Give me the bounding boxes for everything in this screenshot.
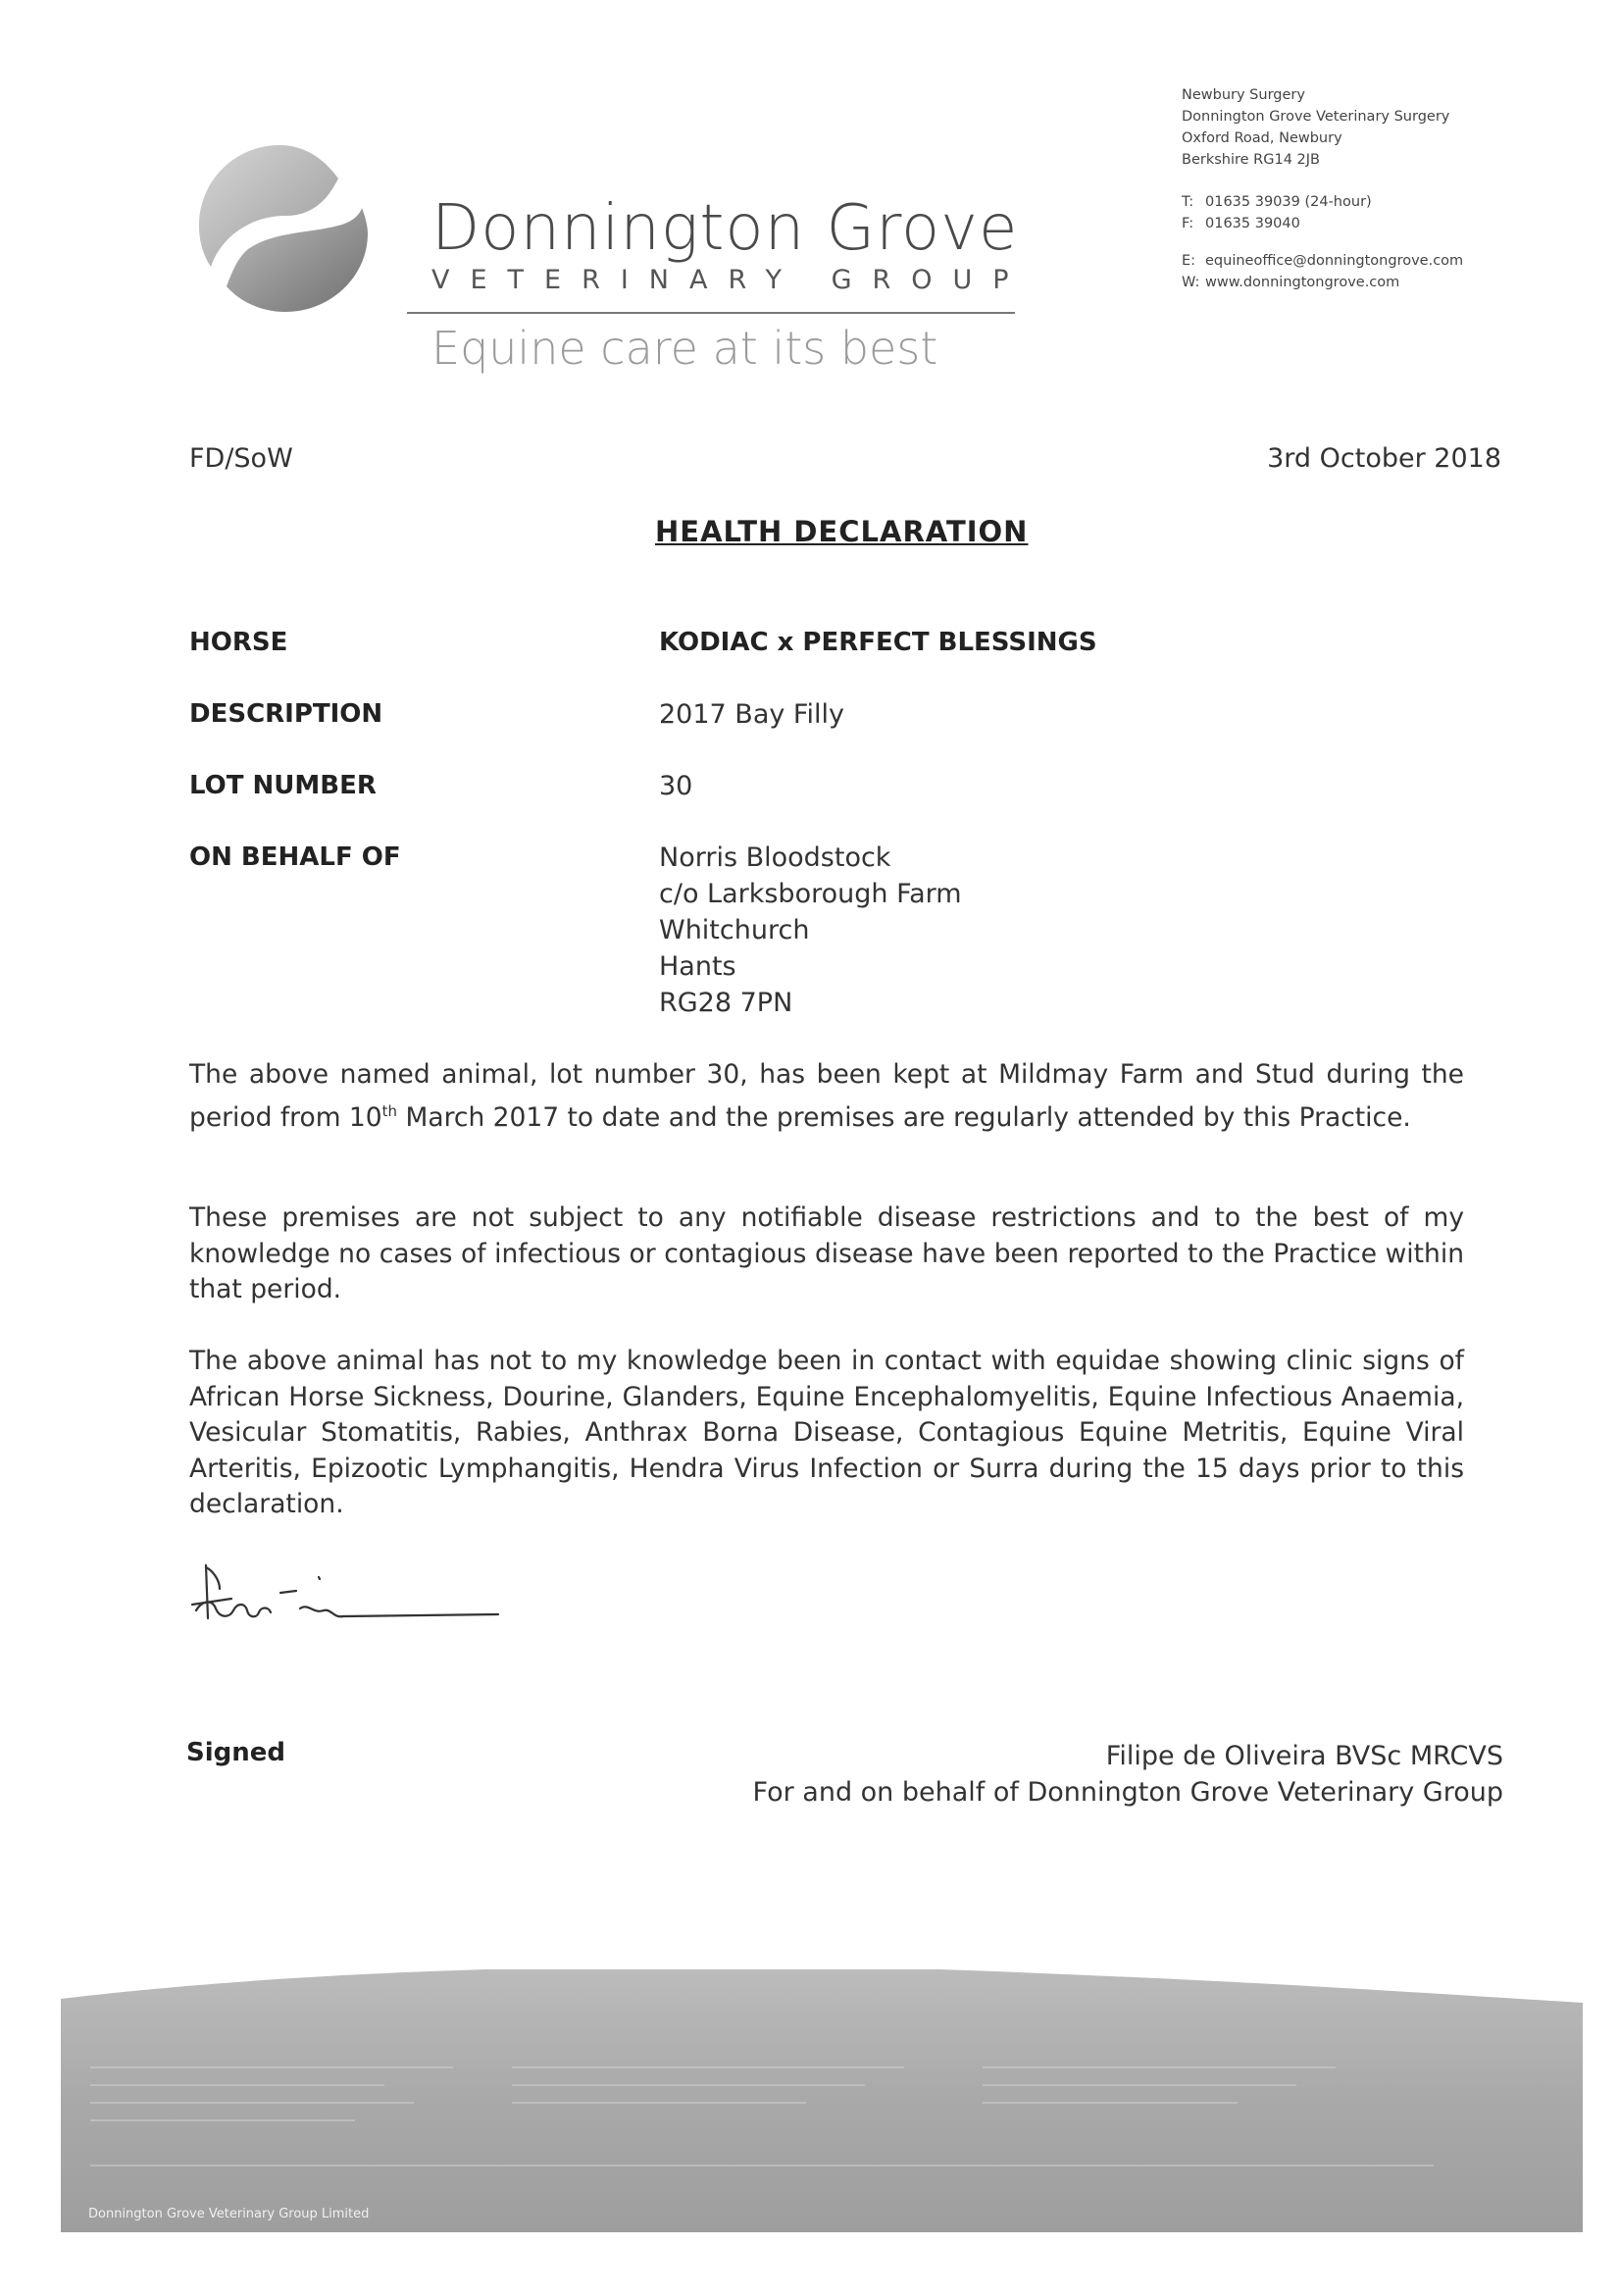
- brand-divider: [407, 312, 1015, 314]
- behalf-line: Whitchurch: [659, 915, 810, 945]
- horse-label: HORSE: [189, 628, 288, 657]
- email-row: [1182, 250, 1463, 272]
- behalf-line: Hants: [659, 951, 736, 982]
- brand-name: Donnington Grove: [431, 192, 1019, 265]
- telephone-label: T:: [1182, 194, 1194, 210]
- logo-icon: [191, 139, 368, 316]
- address-line: Donnington Grove Veterinary Surgery: [1182, 109, 1450, 125]
- web-value: www.donningtongrove.com: [1205, 275, 1400, 290]
- fax-row: [1182, 213, 1463, 234]
- brand-subtitle: VETERINARY GROUP: [431, 265, 1030, 295]
- web-label: W:: [1182, 275, 1200, 290]
- paragraph-keeping: [189, 1057, 1464, 1136]
- horse-value: KODIAC x PERFECT BLESSINGS: [659, 628, 1097, 657]
- web-row: [1182, 272, 1463, 293]
- signer-block: [753, 1738, 1503, 1811]
- lot-number-label: LOT NUMBER: [189, 771, 377, 800]
- behalf-line: RG28 7PN: [659, 988, 793, 1018]
- surgery-address: [1182, 84, 1449, 171]
- email-value: equineoffice@donningtongrove.com: [1205, 253, 1464, 269]
- paragraph-contact: The above animal has not to my knowledge been in contact with equidae showing clinic signs of African Horse Sickness, Dourine, Glanders, Equine Encephalomyelitis, Equine Infectious Anaemia, Vesicular Stomatitis, Rabies, Anthrax Borna Disease, Contagious Equine Metritis, Equine Viral Arteritis, Epizootic Lymphangitis, Hendra Virus Infection or Surra during the 15 days prior to this declaration.: [189, 1346, 1464, 1519]
- signature-icon: [186, 1559, 510, 1667]
- fax-label: F:: [1182, 216, 1194, 231]
- letter-date: 3rd October 2018: [1267, 443, 1501, 474]
- signed-label: Signed: [186, 1738, 286, 1767]
- reference: FD/SoW: [189, 443, 293, 474]
- fax-value: 01635 39040: [1205, 216, 1300, 231]
- signer-name: Filipe de Oliveira BVSc MRCVS: [1105, 1741, 1503, 1771]
- signer-organisation: For and on behalf of Donnington Grove Veterinary Group: [752, 1777, 1503, 1808]
- on-behalf-of-address: [659, 840, 962, 1021]
- description-label: DESCRIPTION: [189, 699, 383, 729]
- page-title: HEALTH DECLARATION: [655, 515, 1029, 548]
- on-behalf-of-label: ON BEHALF OF: [189, 842, 401, 872]
- description-value: 2017 Bay Filly: [659, 699, 844, 730]
- behalf-line: Norris Bloodstock: [659, 842, 891, 873]
- brand-tagline: Equine care at its best: [431, 322, 938, 375]
- contact-details: [1182, 191, 1463, 293]
- paragraph-restrictions: These premises are not subject to any notifiable disease restrictions and to the best of my knowledge no cases of infectious or contagious disease have been reported to the Practice within that period.: [189, 1202, 1464, 1304]
- paragraph-text: The above named animal, lot number 30, has been kept at Mildmay Farm and Stud during the period from 10: [189, 1059, 1464, 1133]
- paragraph-text: March 2017 to date and the premises are regularly attended by this Practice.: [397, 1101, 1411, 1133]
- footer-band: [61, 1969, 1583, 2232]
- address-line: Berkshire RG14 2JB: [1182, 152, 1320, 168]
- address-line: Oxford Road, Newbury: [1182, 130, 1342, 146]
- ordinal-suffix: th: [381, 1101, 398, 1120]
- behalf-line: c/o Larksborough Farm: [659, 879, 962, 909]
- lot-number-value: 30: [659, 771, 693, 801]
- telephone-row: [1182, 191, 1463, 213]
- address-line: Newbury Surgery: [1182, 87, 1305, 103]
- telephone-value: 01635 39039 (24-hour): [1205, 194, 1372, 210]
- email-label: E:: [1182, 253, 1196, 269]
- footer-company: Donnington Grove Veterinary Group Limited: [88, 2207, 370, 2221]
